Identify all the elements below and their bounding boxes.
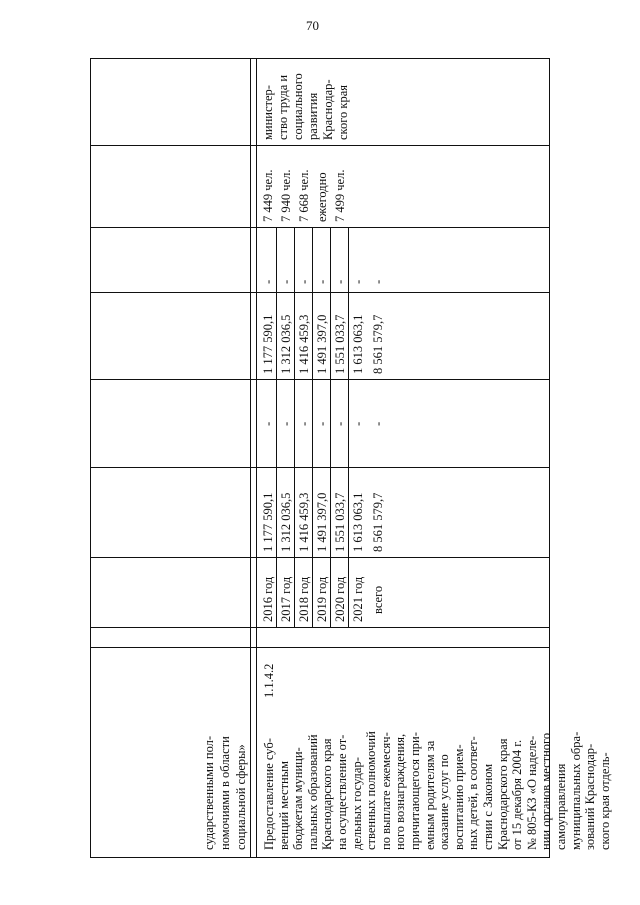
- regional-value: 1 416 459,3: [297, 314, 311, 374]
- indicator-value: 7 449 чел.: [261, 169, 275, 222]
- indicator-value: 7 499 чел.: [333, 169, 347, 222]
- header-line-1: сударственными пол-: [202, 735, 216, 850]
- description-line: оказание услуг по: [437, 754, 452, 850]
- year-label: 2021 год: [351, 576, 365, 622]
- total-label: всего: [371, 585, 385, 614]
- indicator-value: ежегодно: [315, 172, 329, 222]
- year-label: 2016 год: [261, 576, 275, 622]
- page-number: 70: [306, 18, 319, 33]
- year-label: 2020 год: [333, 576, 347, 622]
- indicator-value: 7 668 чел.: [297, 169, 311, 222]
- description-line: по выплате ежемесяч-: [378, 732, 393, 850]
- regional-value: 1 177 590,1: [261, 314, 275, 374]
- grand-total-value: 8 561 579,7: [371, 492, 385, 552]
- other-value: -: [315, 279, 329, 284]
- federal-value: -: [351, 421, 365, 426]
- total-value: 1 312 036,5: [279, 492, 293, 552]
- executor-line: Краснодар-: [321, 79, 335, 140]
- description-line: воспитанию прием-: [451, 744, 466, 850]
- description-line: самоуправления: [554, 763, 568, 850]
- description-line: ного вознаграждения,: [393, 733, 408, 850]
- total-value: 1 613 063,1: [351, 492, 365, 552]
- executor-line: ского края: [336, 84, 350, 140]
- header-line-3: социальной сферы»: [234, 744, 248, 850]
- description-line: ственных полномочий: [364, 731, 379, 850]
- executor-line: развития: [306, 92, 320, 140]
- description-line: Предоставление суб-: [262, 738, 276, 850]
- description-line: бюджетам муници-: [291, 747, 306, 850]
- total-value: 1 551 033,7: [333, 492, 347, 552]
- rotated-table-sheet: [90, 58, 612, 858]
- regional-value: 1 312 036,5: [279, 314, 293, 374]
- other-value: -: [297, 279, 311, 284]
- year-label: 2017 год: [279, 576, 293, 622]
- description-line: муниципальных обра-: [568, 731, 583, 850]
- description-line: Краснодарского края: [320, 738, 335, 850]
- federal-value: -: [297, 421, 311, 426]
- description-line: дельных государ-: [349, 757, 364, 850]
- description-line: емным родителям за: [422, 740, 437, 850]
- grand-federal-value: -: [371, 421, 385, 426]
- year-label: 2019 год: [315, 576, 329, 622]
- indicator-value: 7 940 чел.: [279, 169, 293, 222]
- federal-value: -: [333, 421, 347, 426]
- year-label: 2018 год: [297, 576, 311, 622]
- description-line: ского края отдель-: [597, 752, 612, 850]
- executor-line: социального: [291, 73, 305, 140]
- other-value: -: [333, 279, 347, 284]
- executor-line: ство труда и: [276, 74, 290, 140]
- total-value: 1 416 459,3: [297, 492, 311, 552]
- regional-value: 1 613 063,1: [351, 314, 365, 374]
- grand-other-value: -: [371, 279, 385, 284]
- federal-value: -: [261, 421, 275, 426]
- description-line: причитающегося при-: [408, 732, 422, 850]
- description-line: от 15 декабря 2004 г.: [510, 739, 525, 850]
- description-line: ствии с Законом: [481, 763, 495, 850]
- total-value: 1 491 397,0: [315, 492, 329, 552]
- other-value: -: [351, 279, 365, 284]
- description-line: венций местным: [276, 760, 291, 850]
- other-value: -: [279, 279, 293, 284]
- regional-value: 1 551 033,7: [333, 314, 347, 374]
- total-value: 1 177 590,1: [261, 492, 275, 552]
- description-line: нии органов местного: [539, 732, 554, 850]
- description-line: на осуществление от-: [335, 734, 349, 850]
- grand-regional-value: 8 561 579,7: [371, 314, 385, 374]
- federal-value: -: [315, 421, 329, 426]
- budget-table: [90, 58, 612, 858]
- description-line: Краснодарского края: [495, 738, 510, 850]
- item-code: 1.1.4.2: [262, 663, 276, 698]
- other-value: -: [261, 279, 275, 284]
- executor-line: министер-: [261, 85, 275, 140]
- description-line: ных детей, в соответ-: [466, 736, 481, 850]
- description-line: № 805-КЗ «О наделе-: [524, 735, 539, 850]
- description-line: зований Краснодар-: [583, 743, 598, 850]
- federal-value: -: [279, 421, 293, 426]
- header-line-2: номочиями в области: [218, 736, 232, 850]
- regional-value: 1 491 397,0: [315, 314, 329, 374]
- description-line: пальных образований: [305, 734, 320, 850]
